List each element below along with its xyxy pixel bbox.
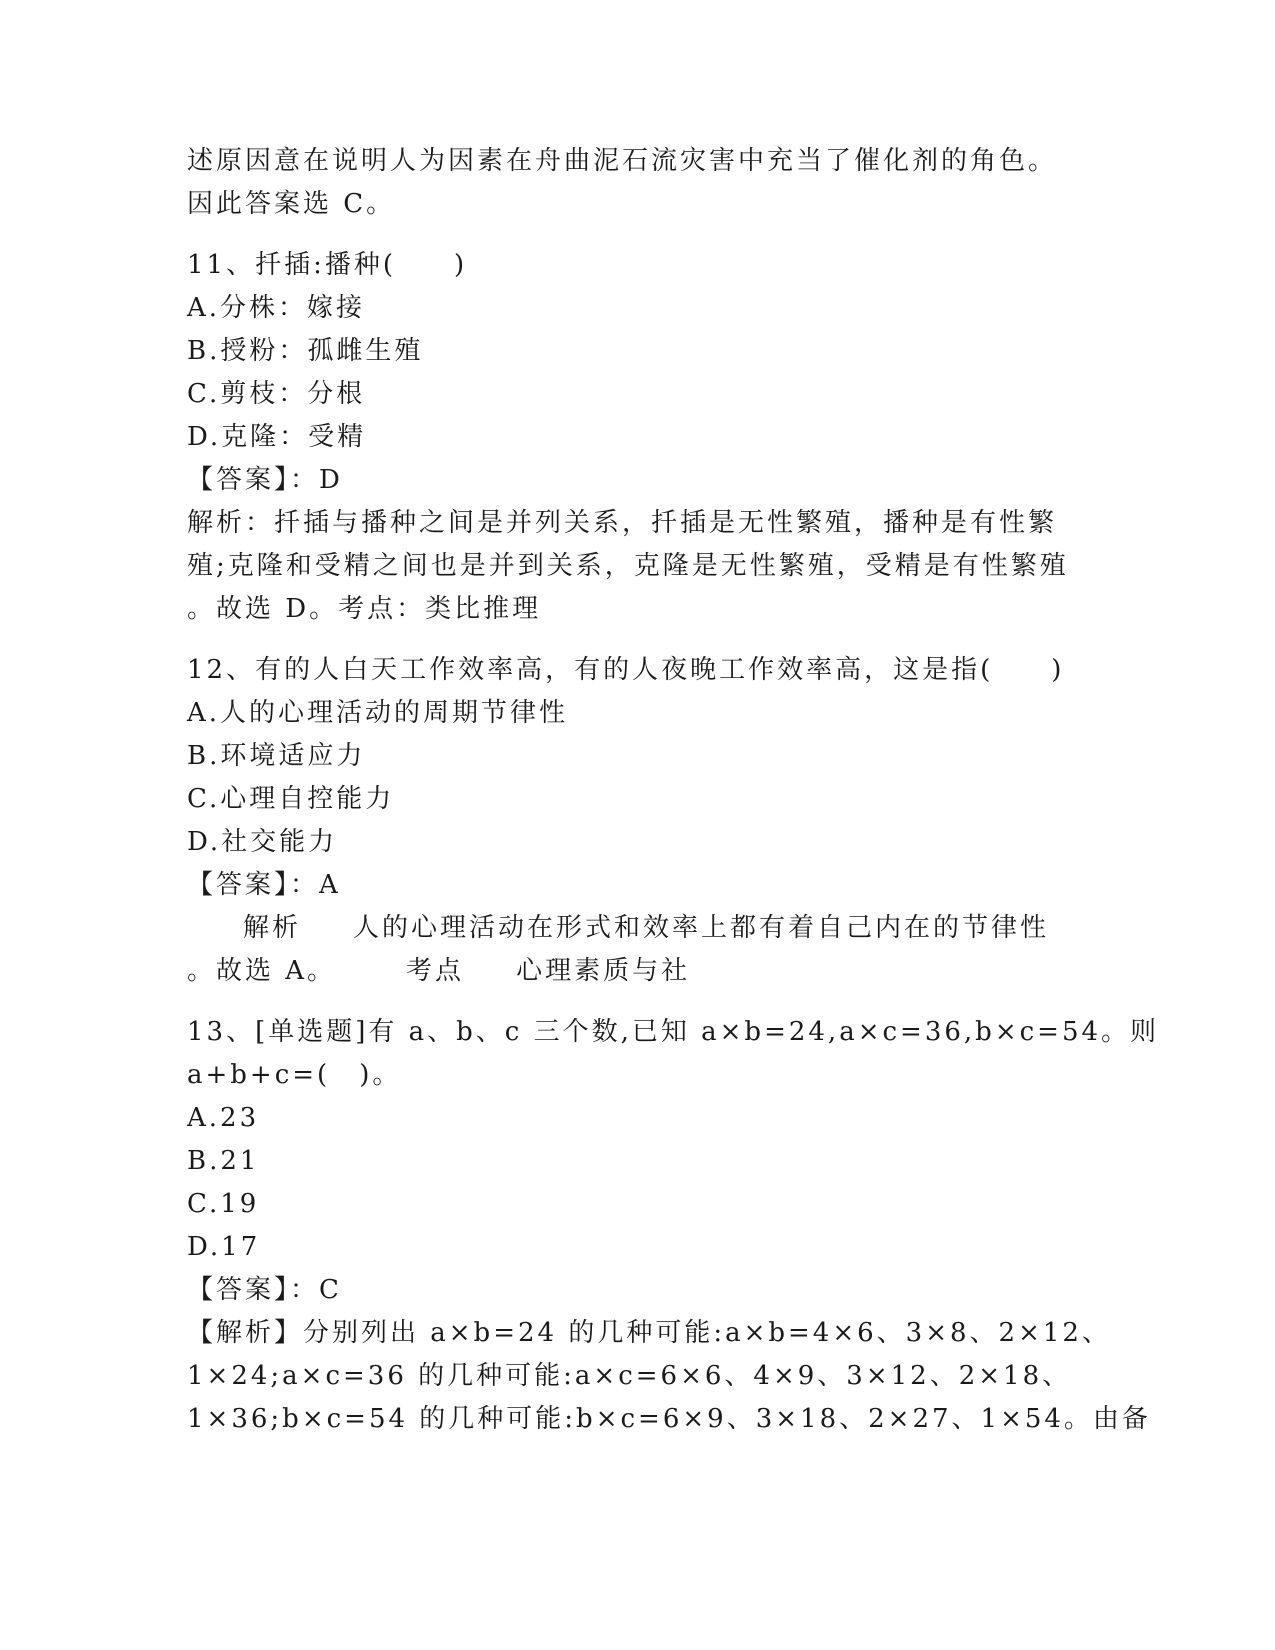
analysis-line: 【解析】分别列出 a×b=24 的几种可能:a×b=4×6、3×8、2×12、: [187, 1318, 1111, 1348]
question-12: [187, 649, 1087, 993]
option-d: D.17: [187, 1232, 261, 1262]
intro-line: 因此答案选 C。: [187, 189, 396, 219]
option-b: B.环境适应力: [187, 741, 366, 771]
option-c: C.19: [187, 1189, 260, 1219]
option-a: A.23: [187, 1103, 260, 1133]
analysis-line: [187, 950, 1087, 993]
analysis-text: 人的心理活动在形式和效率上都有着自己内在的节律性: [353, 913, 1050, 943]
question-text: 11、扦插:播种( ): [187, 250, 468, 280]
answer: 【答案】：A: [187, 870, 341, 900]
option-a: A.分株：嫁接: [187, 293, 366, 323]
option-b: B.授粉：孤雌生殖: [187, 336, 424, 366]
point-text: 心理素质与社: [516, 956, 691, 986]
analysis-line: 解析：扦插与播种之间是并列关系，扦插是无性繁殖，播种是有性繁: [187, 508, 1058, 538]
point-label: 考点: [406, 956, 465, 986]
question-11: [187, 244, 1087, 631]
question-text: a+b+c=( )。: [187, 1060, 402, 1090]
answer: 【答案】：C: [187, 1275, 342, 1305]
analysis-line: [187, 907, 1087, 950]
analysis-end: 。故选 A。: [187, 956, 337, 986]
option-b: B.21: [187, 1146, 260, 1176]
option-d: D.克隆：受精: [187, 422, 367, 452]
option-a: A.人的心理活动的周期节律性: [187, 698, 569, 728]
option-c: C.剪枝：分根: [187, 379, 366, 409]
option-d: D.社交能力: [187, 827, 338, 857]
intro-line: 述原因意在说明人为因素在舟曲泥石流灾害中充当了催化剂的角色。: [187, 146, 1058, 176]
question-text: 13、[单选题]有 a、b、c 三个数,已知 a×b=24,a×c=36,b×c=54。则: [187, 1017, 1160, 1047]
option-c: C.心理自控能力: [187, 784, 395, 814]
question-13: [187, 1011, 1160, 1441]
analysis-line: 1×24;a×c=36 的几种可能:a×c=6×6、4×9、3×12、2×18、: [187, 1361, 1072, 1391]
analysis-line: 。故选 D。考点：类比推理: [187, 594, 542, 624]
analysis-line: 1×36;b×c=54 的几种可能:b×c=6×9、3×18、2×27、1×54。由备: [187, 1404, 1151, 1434]
analysis-label: 解析: [243, 913, 302, 943]
question-text: 12、有的人白天工作效率高，有的人夜晚工作效率高，这是指( ): [187, 655, 1065, 685]
document-content: [187, 140, 1160, 1441]
analysis-line: 殖;克隆和受精之间也是并到关系，克隆是无性繁殖，受精是有性繁殖: [187, 551, 1069, 581]
answer: 【答案】：D: [187, 465, 343, 495]
